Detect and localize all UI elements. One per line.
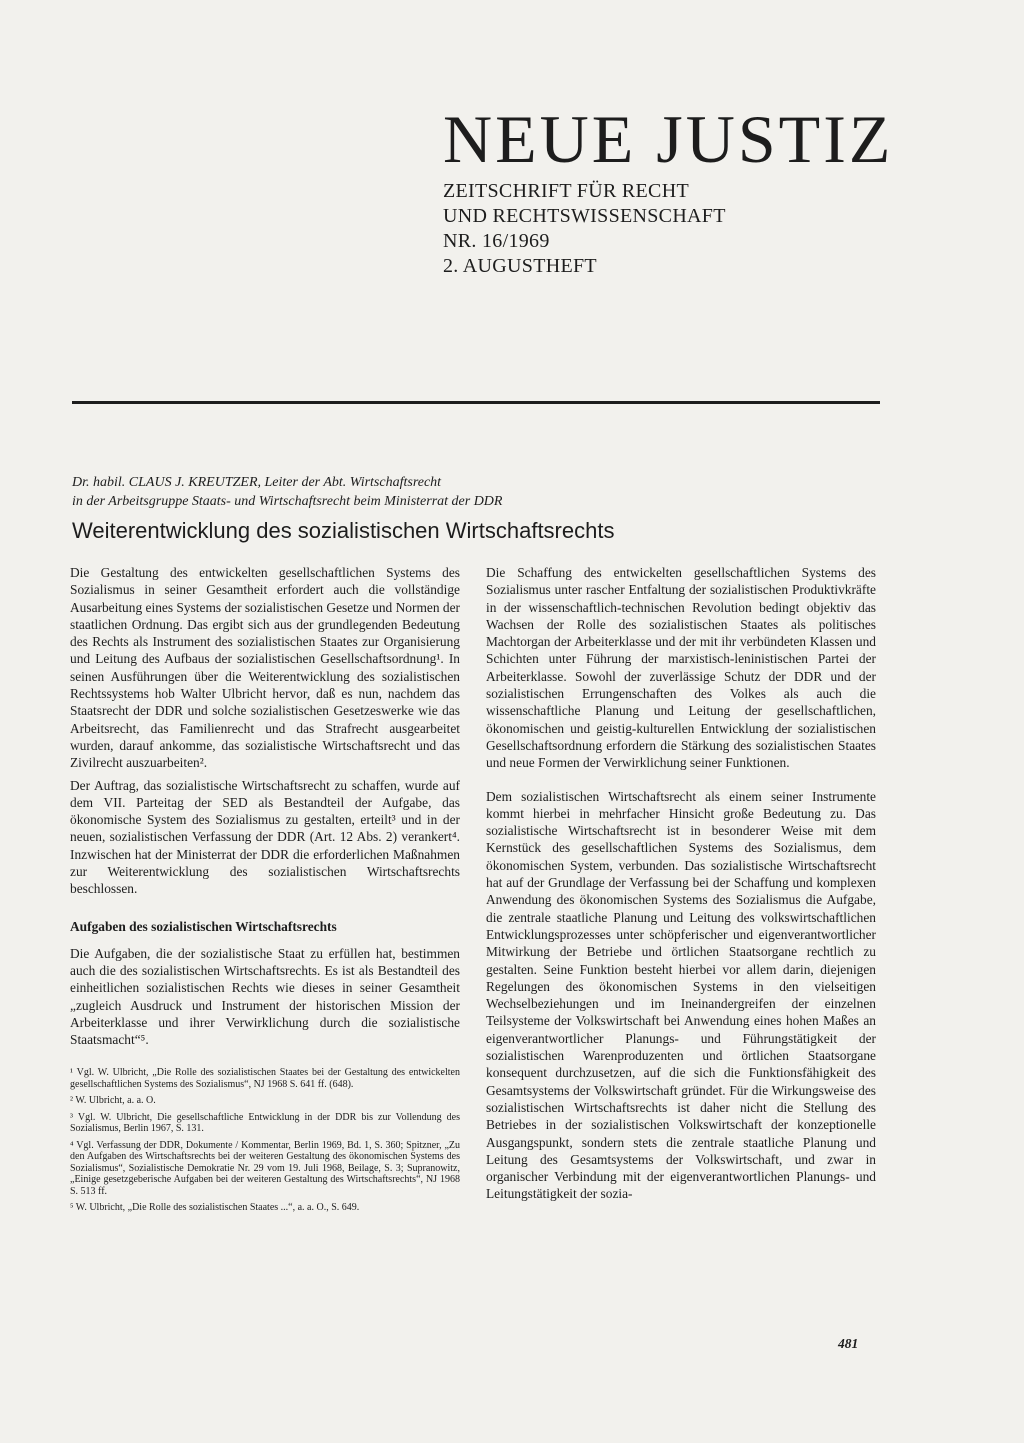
journal-subtitle-line1: ZEITSCHRIFT FÜR RECHT	[443, 180, 689, 202]
paragraph: Dem sozialistischen Wirtschaftsrecht als einem seiner Instrumente kommt hierbei in mehrfacher Hinsicht große Bedeutung zu. Das sozialistische Wirtschaftsrecht ist in besonderer Weise mit dem Kernstück des gesellschaftlichen Systems des Sozialismus, dem ökonomischen System, verbunden. Das sozialistische Wirtschaftsrecht hat auf der Grundlage der Verfassung bei der Schaffung und komplexen Anwendung des ökonomischen Systems des Sozialismus die Aufgabe, die zentrale staatliche Planung und Leitung des volkswirtschaftlichen Entwicklungsprozesses unter schöpferischer und eigenverantwortlicher Mitwirkung der Betriebe und örtlichen Staatsorgane rechtlich zu gestalten. Seine Funktion besteht hierbei vor allem darin, diejenigen Regelungen des ökonomischen Systems in den vielseitigen Wechselbeziehungen und im Ineinandergreifen der einzelnen Teilsysteme der Volkswirtschaft bei Anwendung eines hohen Maßes an eigenverantwortlicher Planungs- und Führungstätigkeit der sozialistischen Warenproduzenten und örtlichen Staatsorgane konsequent durchzusetzen, auf die sich die Funktionsfähigkeit des Gesamtsystems der Volkswirtschaft gründet. Für die Wirkungsweise des sozialistischen Wirtschaftsrechts ist daher nicht die Stellung des Betriebes in der sozialistischen Volkswirtschaft der konzeptionelle Ausgangspunkt, sondern stets die zentrale staatliche Planung und Leitung des Gesamtsystems der Volkswirtschaft, und zwar in organischer Verbindung mit der eigenverantwortlichen Planungs- und Leitungstätigkeit der sozia-	[486, 788, 876, 1202]
author-line1: Dr. habil. CLAUS J. KREUTZER, Leiter der Abt. Wirtschaftsrecht	[72, 475, 442, 490]
footnote-separator	[70, 1053, 460, 1067]
footnote: ² W. Ulbricht, a. a. O.	[70, 1095, 156, 1107]
footnote: ⁵ W. Ulbricht, „Die Rolle des sozialistischen Staates ...“, a. a. O., S. 649.	[70, 1202, 360, 1214]
issue-edition: 2. AUGUSTHEFT	[443, 255, 597, 277]
journal-subtitle-line2: UND RECHTSWISSENSCHAFT	[443, 205, 726, 227]
paragraph: Die Gestaltung des entwickelten gesellschaftlichen Systems des Sozialismus in seiner Gesamtheit erfordert auch die vollständige Ausarbeitung eines Systems der sozialistischen Gesetze und Normen der staatlichen Ordnung. Das ergibt sich aus der grundlegenden Bedeutung des Rechts als Instrument des sozialistischen Staates zur Organisierung und Leitung des Aufbaus der sozialistischen Gesellschaftsordnung¹. In seinen Ausführungen über die Weiterentwicklung des sozialistischen Rechtssystems hob Walter Ulbricht hervor, daß es nun, nachdem das Staatsrecht der DDR und solche sozialistischen Gesetzeswerke wie das Arbeitsrecht, das Familienrecht und das Strafrecht ausgearbeitet wurden, darauf ankomme, das sozialistische Wirtschaftsrecht und das Zivilrecht auszuarbeiten².	[70, 565, 460, 771]
page-number: 481	[838, 1336, 859, 1351]
left-column	[70, 564, 460, 1219]
author-line2: in der Arbeitsgruppe Staats- und Wirtschaftsrecht beim Ministerrat der DDR	[72, 494, 503, 509]
article-title: Weiterentwicklung des sozialistischen Wirtschaftsrechts	[72, 518, 615, 543]
issue-number: NR. 16/1969	[443, 230, 550, 252]
journal-title: NEUE JUSTIZ	[443, 101, 894, 177]
header-divider	[72, 401, 880, 404]
paragraph: Die Aufgaben, die der sozialistische Staat zu erfüllen hat, bestimmen auch die des sozialistischen Wirtschaftsrechts. Es ist als Bestandteil des einheitlichen sozialistischen Rechts wie dieses in seiner Gesamtheit „zugleich Ausdruck und Instrument der historischen Mission der Arbeiterklasse und ihrer Verwirklichung durch die sozialistische Staatsmacht“⁵.	[70, 945, 460, 1048]
paragraph: Die Schaffung des entwickelten gesellschaftlichen Systems des Sozialismus unter rascher Entfaltung der sozialistischen Produktivkräfte in der wissenschaftlich-technischen Revolution bedingt objektiv das Wachsen der Rolle des sozialistischen Staates als politisches Machtorgan der Arbeiterklasse und der mit ihr verbündeten Klassen und Schichten unter Führung der marxistisch-leninistischen Partei der Arbeiterklasse. Sowohl der zuverlässige Schutz der DDR und der sozialistischen Errungenschaften des Volkes als auch die wissenschaftliche Planung und Leitung der gesellschaftlichen, ökonomischen und geistig-kulturellen Entwicklung der sozialistischen Gesellschaftsordnung erfordern die Stärkung des sozialistischen Staates und neue Formen der Verwirklichung seiner Funktionen.	[486, 565, 876, 771]
footnote: ⁴ Vgl. Verfassung der DDR, Dokumente / Kommentar, Berlin 1969, Bd. 1, S. 360; Spitzner, „Zu den Aufgaben des Wirtschaftsrechts bei der weiteren Gestaltung des ökonomischen Systems des Sozialismus“, Sozialistische Demokratie Nr. 29 vom 19. Juli 1968, Beilage, S. 3; Supranowitz, „Einige gesetzgeberische Aufgaben bei der weiteren Gestaltung des Wirtschaftsrechts“, NJ 1968 S. 513 ff.	[70, 1139, 460, 1197]
paragraph: Der Auftrag, das sozialistische Wirtschaftsrecht zu schaffen, wurde auf dem VII. Parteitag der SED als Bestandteil der Aufgabe, das ökonomische System des Sozialismus zu gestalten, erteilt³ und in der neuen, sozialistischen Verfassung der DDR (Art. 12 Abs. 2) verankert⁴. Inzwischen hat der Ministerrat der DDR die erforderlichen Maßnahmen zur Weiterentwicklung des sozialistischen Wirtschaftsrechts beschlossen.	[70, 777, 460, 897]
footnote: ³ Vgl. W. Ulbricht, Die gesellschaftliche Entwicklung in der DDR bis zur Vollendung des Sozialismus, Berlin 1967, S. 131.	[70, 1111, 460, 1135]
footnote: ¹ Vgl. W. Ulbricht, „Die Rolle des sozialistischen Staates bei der Gestaltung des entwickelten gesellschaftlichen Systems des Sozialismus“, NJ 1968 S. 641 ff. (648).	[70, 1067, 460, 1090]
journal-masthead	[443, 101, 903, 279]
right-column	[486, 564, 876, 1208]
author-byline	[72, 473, 892, 511]
section-heading: Aufgaben des sozialistischen Wirtschaftsrechts	[70, 918, 337, 934]
